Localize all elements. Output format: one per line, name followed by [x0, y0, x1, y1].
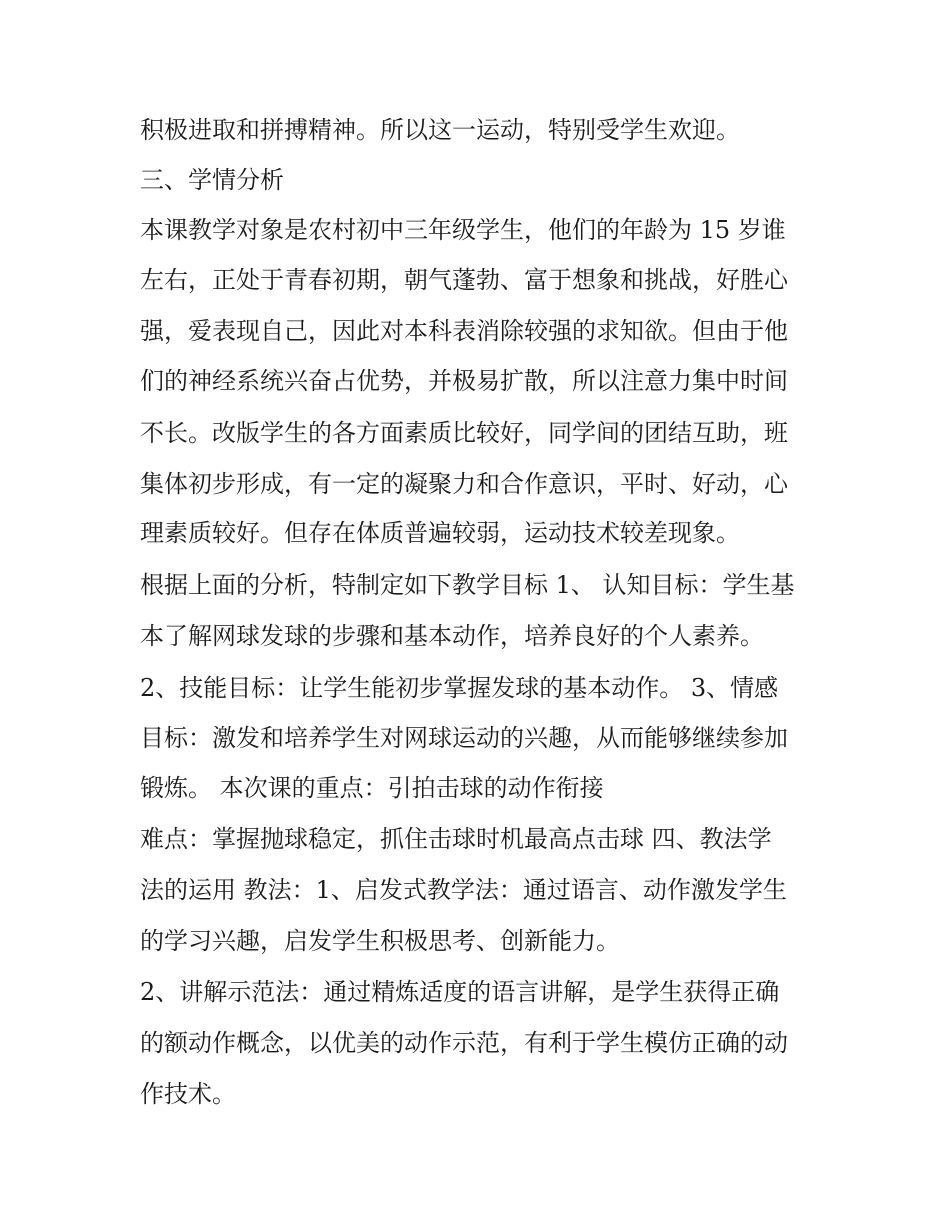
- text-line: 们的神经系统兴奋占优势，并极易扩散，所以注意力集中时间: [140, 367, 788, 395]
- text-line: 不长。改版学生的各方面素质比较好，同学间的团结互助，班: [140, 419, 788, 447]
- text-line: 集体初步形成，有一定的凝聚力和合作意识，平时、好动，心: [140, 470, 788, 498]
- text-line: 理素质较好。但存在体质普遍较弱，运动技术较差现象。: [140, 519, 740, 547]
- text-line: 强，爱表现自己，因此对本科表消除较强的求知欲。但由于他: [140, 317, 788, 345]
- text-line: 2、技能目标：让学生能初步掌握发球的基本动作。 3、情感: [140, 674, 779, 702]
- section-heading: 三、学情分析: [140, 166, 284, 194]
- text-line: 左右，正处于青春初期，朝气蓬勃、富于想象和挑战，好胜心: [140, 266, 788, 294]
- text-line: 难点：掌握抛球稳定，抓住击球时机最高点击球 四、教法学: [140, 825, 772, 853]
- text-line: 的额动作概念，以优美的动作示范，有利于学生模仿正确的动: [140, 1029, 788, 1057]
- text-line: 锻炼。 本次课的重点：引拍击球的动作衔接: [140, 774, 604, 802]
- text-line: 法的运用 教法：1、启发式教学法：通过语言、动作激发学生: [140, 876, 787, 904]
- text-line: 本了解网球发球的步骤和基本动作，培养良好的个人素养。: [140, 622, 764, 650]
- text-line: 的学习兴趣，启发学生积极思考、创新能力。: [140, 927, 620, 955]
- text-line: 本课教学对象是农村初中三年级学生，他们的年龄为 15 岁谁: [140, 216, 786, 244]
- text-line: 积极进取和拼搏精神。所以这一运动，特别受学生欢迎。: [140, 116, 740, 144]
- text-line: 2、讲解示范法：通过精炼适度的语言讲解，是学生获得正确: [140, 978, 780, 1006]
- text-line: 目标：激发和培养学生对网球运动的兴趣，从而能够继续参加: [140, 724, 788, 752]
- text-line: 根据上面的分析，特制定如下教学目标 1、 认知目标：学生基: [140, 571, 795, 599]
- text-line: 作技术。: [140, 1080, 236, 1108]
